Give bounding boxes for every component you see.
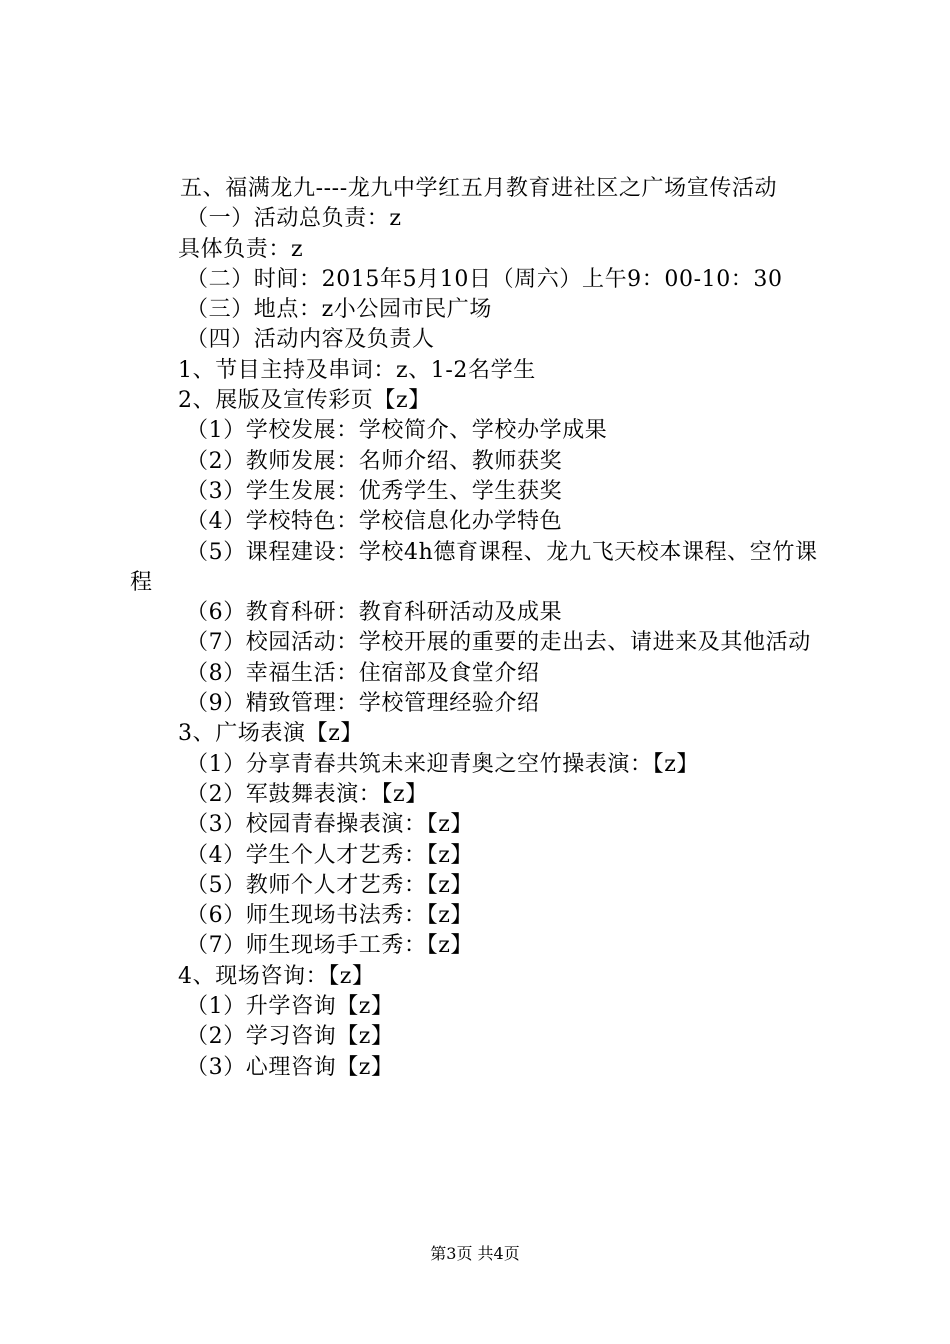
list-item: （1）学校发展：学校简介、学校办学成果	[186, 418, 608, 444]
list-item: （4）学生个人才艺秀：【z】	[186, 842, 473, 868]
list-item: （7）校园活动：学校开展的重要的走出去、请进来及其他活动	[186, 630, 811, 656]
list-item: （2）学习咨询【z】	[186, 1024, 394, 1050]
paragraph: 具体负责：z	[178, 236, 304, 262]
list-item: （6）教育科研：教育科研活动及成果	[186, 600, 563, 626]
list-item: 1、节目主持及串词：z、1-2名学生	[178, 357, 536, 383]
list-item: （7）师生现场手工秀：【z】	[186, 933, 473, 959]
page-footer: 第3页 共4页	[430, 1244, 520, 1263]
paragraph: （二）时间：2015年5月10日（周六）上午9：00-10：30	[186, 266, 783, 292]
list-item: （5）教师个人才艺秀：【z】	[186, 872, 473, 898]
paragraph: （一）活动总负责：z	[186, 206, 402, 232]
paragraph: （三）地点：z小公园市民广场	[186, 297, 492, 323]
list-item: （6）师生现场书法秀：【z】	[186, 903, 473, 929]
list-item: 3、广场表演【z】	[178, 721, 363, 747]
list-item: （3）校园青春操表演：【z】	[186, 812, 473, 838]
list-item: （1）分享青春共筑未来迎青奥之空竹操表演：【z】	[186, 751, 699, 777]
list-item: 4、现场咨询：【z】	[178, 963, 375, 989]
list-item: （5）课程建设：学校4h德育课程、龙九飞天校本课程、空竹课程	[130, 539, 818, 595]
list-item: （2）教师发展：名师介绍、教师获奖	[186, 448, 563, 474]
list-item: （9）精致管理：学校管理经验介绍	[186, 691, 540, 717]
section-heading: 五、福满龙九----龙九中学红五月教育进社区之广场宣传活动	[180, 176, 778, 201]
list-item: （1）升学咨询【z】	[186, 994, 394, 1020]
list-item: （3）心理咨询【z】	[186, 1054, 394, 1080]
document-body	[130, 174, 830, 1083]
list-item: （2）军鼓舞表演：【z】	[186, 781, 428, 807]
list-item: （3）学生发展：优秀学生、学生获奖	[186, 478, 563, 504]
list-item: 2、展版及宣传彩页【z】	[178, 388, 431, 414]
paragraph: （四）活动内容及负责人	[186, 327, 435, 353]
list-item: （4）学校特色：学校信息化办学特色	[186, 509, 563, 535]
list-item: （8）幸福生活：住宿部及食堂介绍	[186, 660, 540, 686]
